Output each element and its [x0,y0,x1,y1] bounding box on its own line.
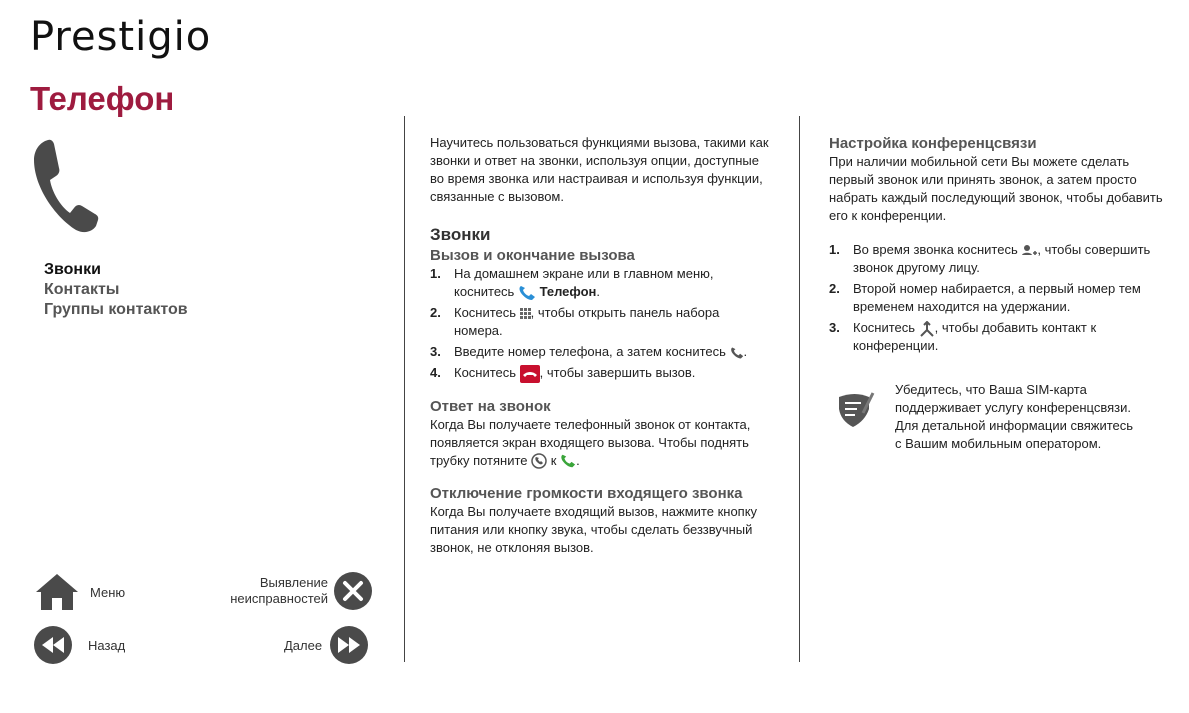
step-number: 3. [829,320,840,335]
column-divider-2 [799,116,800,662]
intro-text: Научитесь пользоваться функциями вызова, такими как звонки и ответ на звонки, используя опции, доступные во время звонка или настраивая и используя функции, связанные с вызовом. [430,135,769,204]
step-text: Коснитесь [454,305,520,320]
next-button[interactable] [284,626,368,664]
list-item [430,343,770,361]
step-text: Второй номер набирается, а первый номер тем временем находится на удержании. [853,281,1141,314]
answer-handle-icon [531,453,547,469]
call-end-heading: Вызов и окончание вызова [430,247,635,264]
note-block [829,381,1169,501]
phone-blue-icon [518,285,536,301]
conference-intro: При наличии мобильной сети Вы можете сделать первый звонок или принять звонок, а затем просто набрать каждый последующий звонок, чтобы добавить его к конференции. [829,154,1163,223]
phone-icon [30,136,100,236]
step-text: Коснитесь [853,320,919,335]
column-conference [829,134,1169,501]
home-icon [34,572,80,612]
page-title: Телефон [30,80,175,117]
step-number: 4. [430,365,441,380]
step-text-end: , чтобы добавить контакт к конференции. [853,320,1097,353]
step-text-end: , чтобы завершить вызов. [539,365,696,380]
mute-text: Когда Вы получаете входящий вызов, нажмите кнопку питания или кнопку звука, чтобы сделать беззвучный звонок, не отклоняя вызов. [430,503,758,555]
list-item [829,241,1169,277]
tools-icon [334,572,372,610]
call-steps [430,265,770,383]
step-text-end: , чтобы совершить звонок другому лицу. [853,242,1151,275]
step-text-end: , чтобы открыть панель набора номера. [454,305,720,338]
list-item [430,364,770,383]
note-text: Убедитесь, что Ваша SIM-карта поддерживает услугу конференцсвязи. Для детальной информации свяжитесь с Вашим мобильным оператором. [895,382,1134,451]
column-calls [430,134,770,557]
calls-heading: Звонки [430,225,491,244]
mute-heading: Отключение громкости входящего звонка [430,484,743,502]
prestigio-logo: Prestigio [30,14,212,60]
troubleshoot-button[interactable] [210,572,372,610]
next-label: Далее [284,637,323,653]
step-text: Коснитесь [454,365,520,380]
column-divider-1 [404,116,405,662]
phone-dial-icon [730,346,744,360]
step-number: 2. [430,305,441,320]
sidebar-item-contacts[interactable]: Контакты [44,281,120,298]
answer-text-1: Когда Вы получаете телефонный звонок от контакта, появляется экран входящего вызова. Чтобы поднять трубку потяните [430,416,751,468]
sidebar-item-contact-groups[interactable]: Группы контактов [44,301,188,318]
troubleshoot-label: Выявление неисправностей [230,575,328,606]
back-label: Назад [88,637,126,653]
list-item [430,265,770,301]
fast-forward-icon [330,626,368,664]
step-number: 2. [829,281,840,296]
list-item [829,280,1169,316]
keypad-icon [520,308,531,319]
phone-app-label: Телефон [539,284,597,299]
note-icon [835,389,875,429]
conference-steps [829,241,1169,355]
step-number: 1. [430,266,441,281]
step-text-end: . [743,344,748,359]
merge-call-icon [919,321,935,337]
menu-label: Меню [90,584,126,600]
step-number: 1. [829,242,840,257]
rewind-icon [34,626,72,664]
end-call-icon [520,365,540,383]
list-item [829,319,1169,355]
step-text-end: . [596,284,601,299]
back-button[interactable] [34,626,125,664]
answer-text-end: . [576,452,580,468]
menu-button[interactable] [34,572,125,612]
phone-green-icon [560,453,576,469]
sidebar-item-calls[interactable]: Звонки [44,261,101,278]
list-item [430,304,770,340]
step-text: Во время звонка коснитесь [853,242,1022,257]
step-number: 3. [430,344,441,359]
answer-text [430,416,770,470]
step-text: На домашнем экране или в главном меню, коснитесь [454,266,714,299]
answer-text-mid: к [547,452,561,468]
conference-heading: Настройка конференцсвязи [829,135,1037,152]
answer-heading: Ответ на звонок [430,397,551,415]
step-text: Введите номер телефона, а затем коснитесь [454,344,730,359]
add-call-icon [1021,244,1037,258]
sidebar-nav [44,260,188,320]
